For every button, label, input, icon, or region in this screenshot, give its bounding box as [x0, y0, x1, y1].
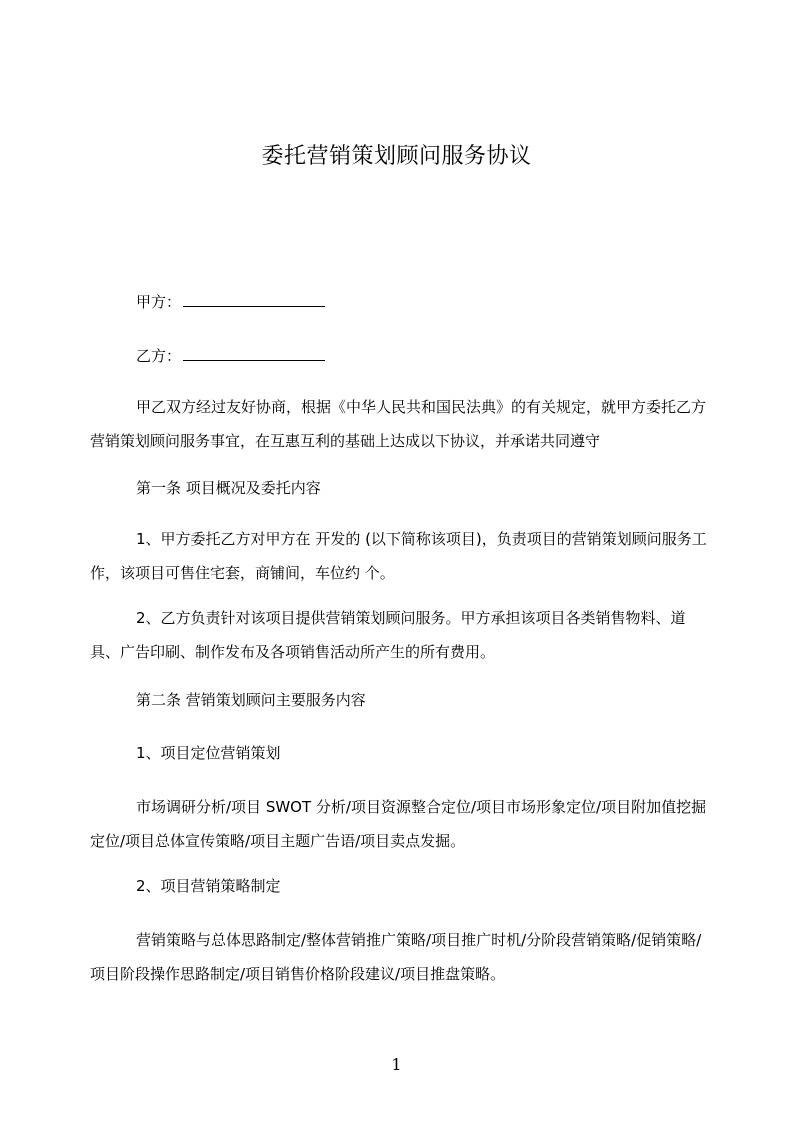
document-title: 委托营销策划顾问服务协议 — [261, 144, 532, 169]
party-b-label: 乙方： — [136, 347, 182, 365]
party-a-line — [90, 292, 756, 311]
article1-heading: 第一条 项目概况及委托内容 — [136, 479, 321, 497]
article1-clause2: 2、乙方负责针对该项目提供营销策划顾问服务。甲方承担该项目各类销售物料、道具、广告印刷、制作发布及各项销售活动所产生的所有费用。 — [90, 609, 686, 661]
article2-item1-text: 市场调研分析/项目 SWOT 分析/项目资源整合定位/项目市场形象定位/项目附加值挖掘定位/项目总体宣传策略/项目主题广告语/项目卖点发掘。 — [90, 798, 707, 850]
article2-item2-heading: 2、项目营销策略制定 — [136, 877, 281, 895]
page-number: 1 — [391, 1055, 402, 1074]
article2-item2-text: 营销策略与总体思路制定/整体营销推广策略/项目推广时机/分阶段营销策略/促销策略/项目阶段操作思路制定/项目销售价格阶段建议/项目推盘策略。 — [90, 931, 702, 983]
party-b-blank — [183, 346, 325, 361]
article2-heading: 第二条 营销策划顾问主要服务内容 — [136, 691, 366, 709]
party-b-line — [90, 346, 756, 365]
preamble-paragraph: 甲乙双方经过友好协商，根据《中华人民共和国民法典》的有关规定，就甲方委托乙方营销策划顾问服务事宜，在互惠互利的基础上达成以下协议，并承诺共同遵守 — [90, 398, 707, 450]
article2-item1-heading: 1、项目定位营销策划 — [136, 744, 281, 762]
article1-clause1: 1、甲方委托乙方对甲方在 开发的 (以下简称该项目)，负责项目的营销策划顾问服务工作，该项目可售住宅套，商铺间，车位约 个。 — [90, 530, 707, 582]
party-a-blank — [183, 292, 325, 307]
party-a-label: 甲方： — [136, 293, 182, 311]
